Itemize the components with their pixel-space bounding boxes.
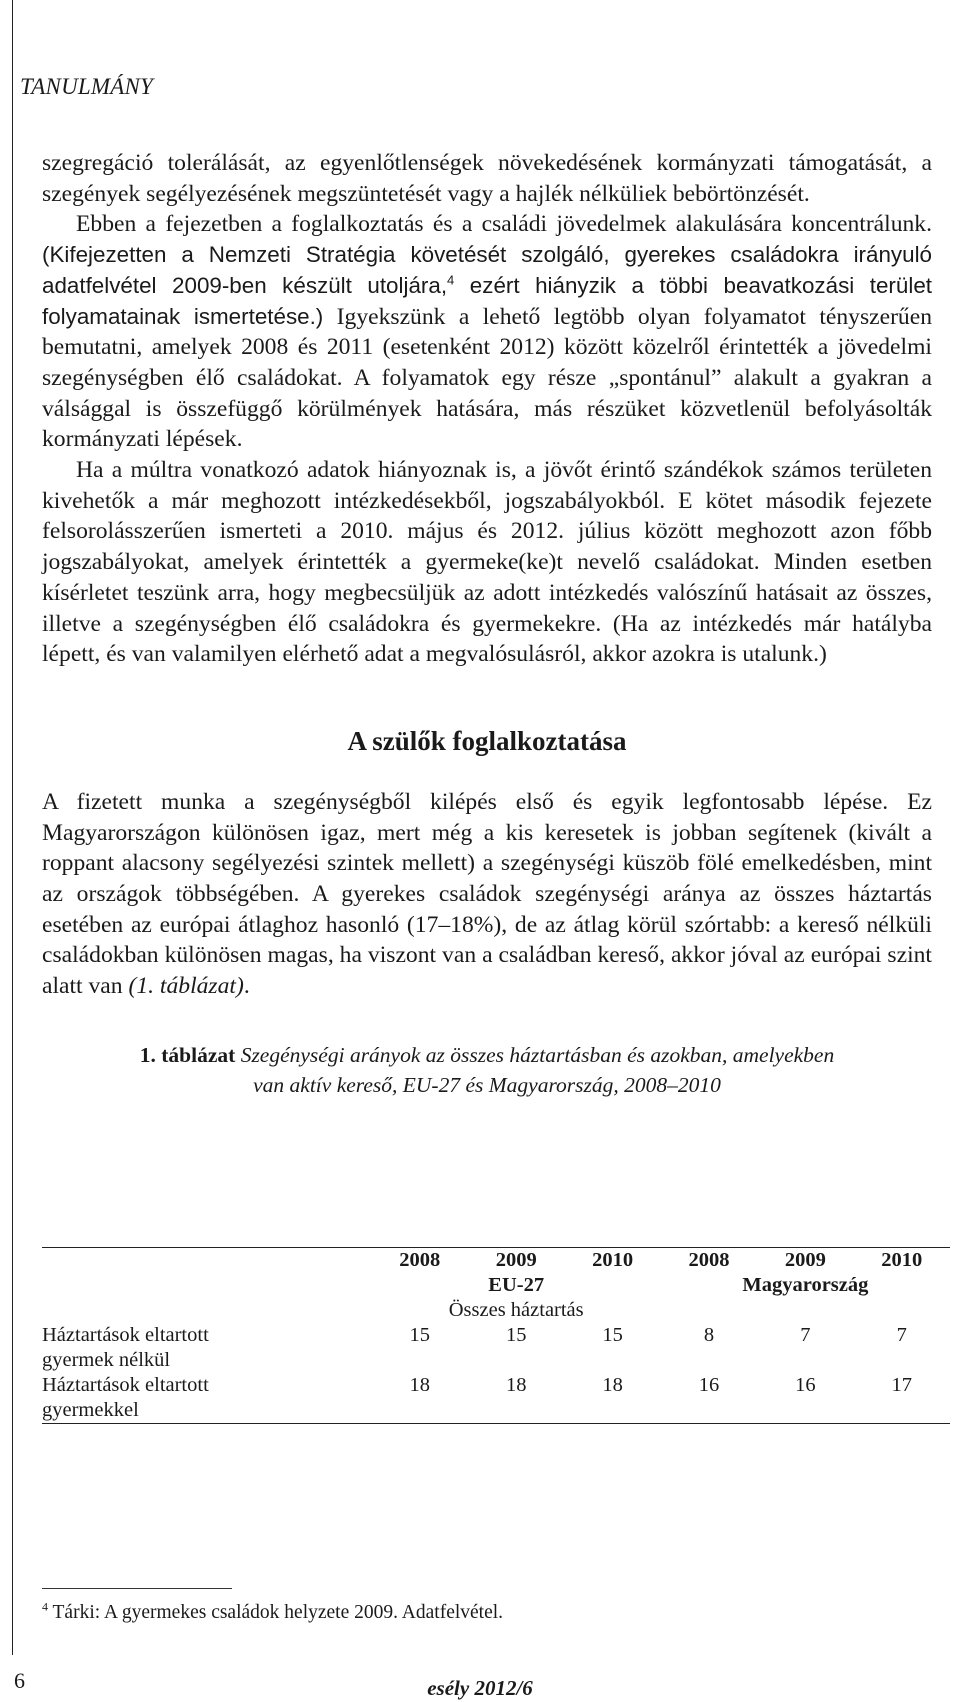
table-cell: 17	[891, 1374, 913, 1396]
table-cell: 16	[698, 1374, 720, 1396]
year-header: 2010	[881, 1249, 923, 1271]
left-margin-rule	[12, 0, 13, 1655]
group-header-eu: EU-27	[488, 1274, 545, 1296]
table-caption	[42, 1040, 932, 1100]
section-heading: A szülők foglalkoztatása	[347, 725, 627, 756]
table-reference[interactable]: (1. táblázat)	[128, 973, 244, 1000]
year-header: 2009	[784, 1249, 826, 1271]
paragraph-3: Ha a múltra vonatkozó adatok hiányoznak is, a jövőt érintő szándékok számos területen kivehetők a már meghozott intézkedésekből, jogszabályokból. E kötet második fejezete felsorolásszerűen ismerteti a 2010. május és 2012. július között meghozott azon főbb jogszabályokat, amelyek érintették a gyermeke(ke)t nevelő családokat. Minden esetben kísérletet teszünk arra, hogy megbecsüljük az adott intézkedés valószínű hatásait az összes, illetve a szegénységben élő családokra és gyermekekre. (Ha az intézkedés már hatályba lépett, és van valamilyen elérhető adat a megvalósulásról, akkor azokra is utalunk.)	[42, 457, 932, 668]
journal-footer: esély 2012/6	[427, 1676, 533, 1700]
row-label: Háztartások eltartott gyermek nélkül	[42, 1324, 209, 1371]
table-cell: 18	[409, 1374, 431, 1396]
table-row	[42, 1323, 950, 1373]
footnote-text: Tárki: A gyermekes családok helyzete 2009. Adatfelvétel.	[48, 1602, 504, 1623]
subheader-all-households: Összes háztartás	[448, 1299, 584, 1321]
paragraph-2	[42, 209, 932, 455]
running-head: TANULMÁNY	[20, 74, 154, 99]
table-caption-title-2: van aktív kereső, EU-27 és Magyarország, 2008–2010	[253, 1072, 721, 1097]
page-number: 6	[14, 1668, 25, 1693]
table-cell: 15	[409, 1324, 431, 1346]
paragraph-4: A fizetett munka a szegénységből kilépés első és egyik legfontosabb lépése. Ez Magyarországon különösen igaz, mert még a kis keresetek is jobban segítenek (kivált a roppant alacsony segélyezési szintek mellett) a szegénységi küszöb fölé emelkedésben, mint az országok többségében. A gyerekes családok szegénységi aránya az összes háztartás esetében az európai átlaghoz hasonló (17–18%), de az átlag körül szórtabb: a kereső nélküli családokban különösen magas, ha viszont van a családban kereső, akkor jóval az európai szint alatt van (1. táblázat).	[42, 788, 932, 1000]
year-header: 2008	[688, 1249, 730, 1271]
paragraph-1: szegregáció tolerálását, az egyenlőtlenségek növekedésének kormányzati támogatását, a szegények segélyezésének megszüntetését vagy a hajlék nélküliek bebörtönzését.	[42, 150, 932, 207]
year-header: 2008	[399, 1249, 441, 1271]
table-year-header-row	[42, 1248, 950, 1273]
paragraph-2-parenthetical: (Kifejezetten a Nemzeti Stratégia követését szolgáló, gyerekes családokra irányuló adatfelvétel 2009-ben készült utoljára,$^4$ ezért hiányzik a többi beavatkozási terület folyamatainak ismertetése.)	[42, 242, 932, 329]
year-header: 2010	[592, 1249, 634, 1271]
table-cell: 7	[896, 1324, 907, 1346]
table-caption-title-1: Szegénységi arányok az összes háztartásban és azokban, amelyekben	[240, 1042, 835, 1067]
footnote-4	[42, 1599, 504, 1624]
table-cell: 15	[505, 1324, 527, 1346]
table-cell: 8	[703, 1324, 715, 1346]
poverty-rate-table	[42, 1248, 950, 1423]
footnote-ref-4[interactable]: 4	[447, 272, 455, 288]
footnote-separator	[42, 1588, 232, 1589]
table-row	[42, 1373, 950, 1423]
table-cell: 7	[800, 1324, 811, 1346]
table-group-header-row	[42, 1273, 950, 1298]
table-cell: 18	[505, 1374, 527, 1396]
group-header-hu: Magyarország	[742, 1274, 869, 1296]
row-label: Háztartások eltartott gyermekkel	[42, 1374, 209, 1421]
year-header: 2009	[495, 1249, 537, 1271]
table-1	[42, 1247, 950, 1424]
table-subheader-row	[42, 1298, 950, 1323]
table-cell: 15	[602, 1324, 623, 1346]
paragraph-2-intro: Ebben a fejezetben a foglalkoztatás és a családi jövedelmek alakulására koncentrálunk.	[76, 211, 932, 238]
table-caption-number: 1. táblázat	[139, 1042, 236, 1067]
paragraph-2-rest: Igyekszünk a lehető legtöbb olyan folyamatot tényszerűen bemutatni, amelyek 2008 és 2011 (esetenként 2012) között közelről érintették a jövedelmi szegénységben élő családokat. A folyamatok egy része „spontánul” alakult a gyakran a válsággal is összefüggő körülmények hatására, más részüket közvetlenül befolyásolták kormányzati lépések.	[42, 303, 932, 453]
table-bottom-rule	[42, 1423, 950, 1424]
footnote-mark: 4	[42, 1599, 48, 1614]
table-cell: 16	[795, 1374, 816, 1396]
article-body	[42, 148, 932, 1100]
table-cell: 18	[602, 1374, 623, 1396]
